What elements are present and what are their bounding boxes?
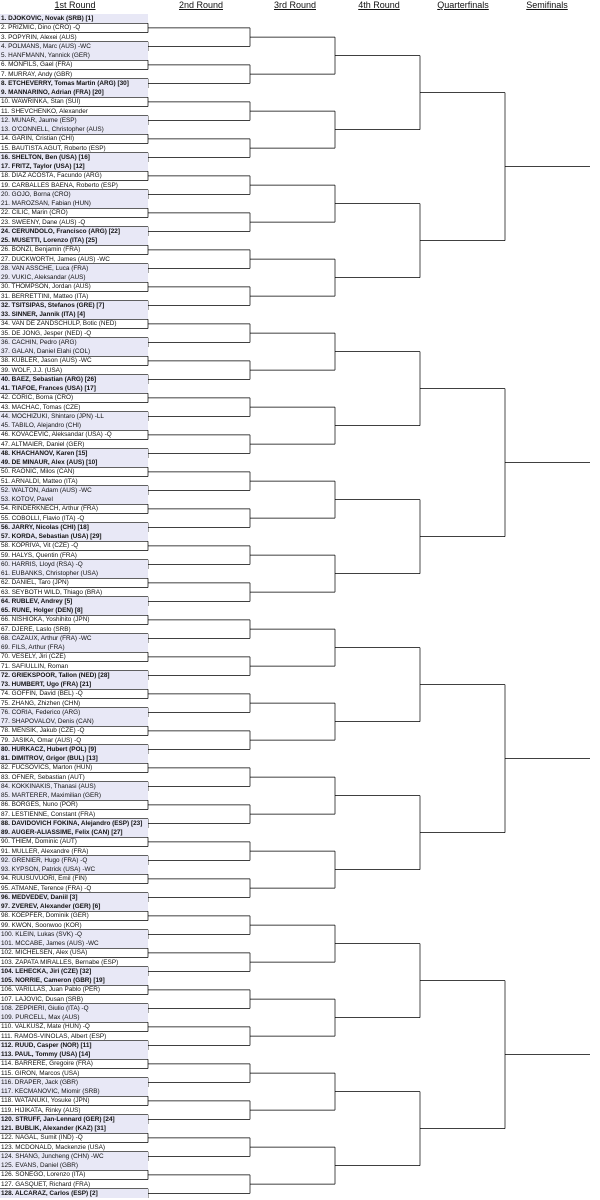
player-row: 114. BARRERE, Gregoire (FRA) <box>1 1060 93 1068</box>
player-row: 36. CACHIN, Pedro (ARG) <box>0 338 148 347</box>
player-row: 62. DANIEL, Taro (JPN) <box>1 579 69 587</box>
player-row: 31. BERRETTINI, Matteo (ITA) <box>1 292 89 300</box>
player-row: 49. DE MINAUR, Alex (AUS) [10] <box>0 458 148 467</box>
player-row: 55. COBOLLI, Flavio (ITA) -Q <box>1 514 85 522</box>
player-row: 30. THOMPSON, Jordan (AUS) <box>1 283 91 291</box>
player-row: 60. HARRIS, Lloyd (RSA) -Q <box>0 560 148 569</box>
player-row: 51. ARNALDI, Matteo (ITA) <box>1 477 78 485</box>
player-row: 16. SHELTON, Ben (USA) [16] <box>0 153 148 162</box>
player-row: 101. MCCABE, James (AUS) -WC <box>0 939 148 948</box>
player-row: 18. DIAZ ACOSTA, Facundo (ARG) <box>1 172 102 180</box>
player-row: 59. HALYS, Quentin (FRA) <box>1 551 77 559</box>
player-row: 19. CARBALLES BAENA, Roberto (ESP) <box>1 181 118 189</box>
player-row: 98. KOEPFER, Dominik (GER) <box>1 912 89 920</box>
player-row: 64. RUBLEV, Andrey [5] <box>0 597 148 606</box>
player-row: 7. MURRAY, Andy (GBR) <box>1 70 73 78</box>
player-row: 28. VAN ASSCHE, Luca (FRA) <box>0 264 148 273</box>
player-row: 81. DIMITROV, Grigor (BUL) [13] <box>0 754 148 763</box>
player-row: 89. AUGER-ALIASSIME, Felix (CAN) [27] <box>0 828 148 837</box>
player-row: 74. GOFFIN, David (BEL) -Q <box>1 690 83 698</box>
player-row: 115. GIRON, Marcos (USA) <box>1 1069 80 1077</box>
player-row: 57. KORDA, Sebastian (USA) [29] <box>0 532 148 541</box>
player-row: 52. WALTON, Adam (AUS) -WC <box>0 486 148 495</box>
player-row: 77. SHAPOVALOV, Denis (CAN) <box>0 717 148 726</box>
player-row: 46. KOVACEVIC, Aleksandar (USA) -Q <box>1 431 112 439</box>
player-row: 58. KOPRIVA, Vit (CZE) -Q <box>1 542 79 550</box>
player-row: 125. EVANS, Daniel (GBR) <box>0 1161 148 1170</box>
player-row: 86. BORGES, Nuno (POR) <box>1 801 78 809</box>
player-row: 91. MULLER, Alexandre (FRA) <box>1 847 89 855</box>
player-row: 78. MENSIK, Jakub (CZE) -Q <box>1 727 85 735</box>
round-label-4: Quarterfinals <box>437 0 489 10</box>
player-row: 2. PRIZMIC, Dino (CRO) -Q <box>1 24 81 32</box>
player-row: 24. CERUNDOLO, Francisco (ARG) [22] <box>0 227 148 236</box>
player-row: 42. CORIC, Borna (CRO) <box>1 394 74 402</box>
player-row: 123. MCDONALD, Mackenzie (USA) <box>1 1143 106 1151</box>
player-row: 29. VUKIC, Aleksandar (AUS) <box>0 273 148 282</box>
player-row: 104. LEHECKA, Jiri (CZE) [32] <box>0 967 148 976</box>
player-row: 43. MACHAC, Tomas (CZE) <box>1 403 81 411</box>
player-row: 67. DJERE, Laslo (SRB) <box>1 625 71 633</box>
player-row: 110. VALKUSZ, Mate (HUN) -Q <box>1 1023 90 1031</box>
player-row: 40. BAEZ, Sebastian (ARG) [26] <box>0 375 148 384</box>
player-row: 50. RAONIC, Milos (CAN) <box>1 468 75 476</box>
tournament-draw <box>0 14 600 1198</box>
player-row: 12. MUNAR, Jaume (ESP) <box>0 116 148 125</box>
player-row: 93. KYPSON, Patrick (USA) -WC <box>0 865 148 874</box>
player-row: 23. SWEENY, Dane (AUS) -Q <box>1 218 86 226</box>
player-row: 72. GRIEKSPOOR, Tallon (NED) [28] <box>0 671 148 680</box>
player-row: 44. MOCHIZUKI, Shintaro (JPN) -LL <box>0 412 148 421</box>
player-row: 68. CAZAUX, Arthur (FRA) -WC <box>0 634 148 643</box>
player-row: 109. PURCELL, Max (AUS) <box>0 1013 148 1022</box>
player-row: 76. CORIA, Federico (ARG) <box>0 708 148 717</box>
player-row: 38. KUBLER, Jason (AUS) -WC <box>1 357 92 365</box>
player-row: 15. BAUTISTA AGUT, Roberto (ESP) <box>1 144 106 152</box>
player-row: 122. NAGAL, Sumit (IND) -Q <box>1 1134 83 1142</box>
player-row: 103. ZAPATA MIRALLES, Bernabe (ESP) <box>1 958 119 966</box>
round-header <box>0 0 600 12</box>
player-row: 119. HIJIKATA, Rinky (AUS) <box>1 1106 81 1114</box>
player-row: 97. ZVEREV, Alexander (GER) [6] <box>0 902 148 911</box>
player-row: 10. WAWRINKA, Stan (SUI) <box>1 98 81 106</box>
player-row: 35. DE JONG, Jesper (NED) -Q <box>1 329 92 337</box>
player-row: 117. KECMANOVIC, Miomir (SRB) <box>0 1087 148 1096</box>
player-row: 61. EUBANKS, Christopher (USA) <box>0 569 148 578</box>
player-row: 80. HURKACZ, Hubert (POL) [9] <box>0 745 148 754</box>
player-row: 21. MAROZSAN, Fabian (HUN) <box>0 199 148 208</box>
player-row: 84. KOKKINAKIS, Thanasi (AUS) <box>0 782 148 791</box>
round-label-5: Semifinals <box>526 0 568 10</box>
player-row: 13. O'CONNELL, Christopher (AUS) <box>0 125 148 134</box>
player-row: 17. FRITZ, Taylor (USA) [12] <box>0 162 148 171</box>
player-row: 108. ZEPPIERI, Giulio (ITA) -Q <box>0 1004 148 1013</box>
player-row: 120. STRUFF, Jan-Lennard (GER) [24] <box>0 1115 148 1124</box>
player-row: 47. ALTMAIER, Daniel (GER) <box>1 440 85 448</box>
player-row: 3. POPYRIN, Alexei (AUS) <box>1 33 77 41</box>
player-row: 45. TABILO, Alejandro (CHI) <box>0 421 148 430</box>
player-row: 4. POLMANS, Marc (AUS) -WC <box>0 42 148 51</box>
player-row: 20. GOJO, Borna (CRO) <box>0 190 148 199</box>
player-row: 92. GRENIER, Hugo (FRA) -Q <box>0 856 148 865</box>
round-label-3: 4th Round <box>358 0 400 10</box>
player-row: 53. KOTOV, Pavel <box>0 495 148 504</box>
player-row: 111. RAMOS-VINOLAS, Albert (ESP) <box>1 1032 107 1040</box>
player-row: 6. MONFILS, Gael (FRA) <box>1 61 73 69</box>
player-row: 41. TIAFOE, Frances (USA) [17] <box>0 384 148 393</box>
player-row: 37. GALAN, Daniel Elahi (COL) <box>0 347 148 356</box>
player-row: 112. RUUD, Casper (NOR) [11] <box>0 1041 148 1050</box>
player-row: 107. LAJOVIC, Dusan (SRB) <box>1 995 84 1003</box>
player-row: 27. DUCKWORTH, James (AUS) -WC <box>1 255 110 263</box>
player-row: 26. BONZI, Benjamin (FRA) <box>1 246 81 254</box>
player-row: 8. ETCHEVERRY, Tomas Martin (ARG) [30] <box>0 79 148 88</box>
player-row: 48. KHACHANOV, Karen [15] <box>0 449 148 458</box>
player-row: 56. JARRY, Nicolas (CHI) [18] <box>0 523 148 532</box>
round-label-2: 3rd Round <box>273 0 317 10</box>
player-row: 126. SONEGO, Lorenzo (ITA) <box>1 1171 86 1179</box>
player-row: 90. THIEM, Dominic (AUT) <box>1 838 77 846</box>
player-row: 96. MEDVEDEV, Daniil [3] <box>0 893 148 902</box>
player-row: 79. JASIKA, Omar (AUS) -Q <box>1 736 82 744</box>
player-row: 100. KLEIN, Lukas (SVK) -Q <box>0 930 148 939</box>
player-row: 102. MICHELSEN, Alex (USA) <box>1 949 88 957</box>
player-row: 75. ZHANG, Zhizhen (CHN) <box>1 699 81 707</box>
player-row: 95. ATMANE, Terence (FRA) -Q <box>1 884 92 892</box>
player-row: 99. KWON, Soonwoo (KOR) <box>1 921 82 929</box>
player-row: 9. MANNARINO, Adrian (FRA) [20] <box>0 88 148 97</box>
player-row: 69. FILS, Arthur (FRA) <box>0 643 148 652</box>
player-row: 128. ALCARAZ, Carlos (ESP) [2] <box>0 1189 148 1198</box>
player-row: 34. VAN DE ZANDSCHULP, Botic (NED) <box>1 320 117 328</box>
player-row: 66. NISHIOKA, Yoshihito (JPN) <box>1 616 90 624</box>
round-label-0: 1st Round <box>54 0 96 10</box>
player-row: 54. RINDERKNECH, Arthur (FRA) <box>1 505 98 513</box>
player-row: 25. MUSETTI, Lorenzo (ITA) [25] <box>0 236 148 245</box>
player-row: 71. SAFIULLIN, Roman <box>1 662 69 670</box>
player-row: 113. PAUL, Tommy (USA) [14] <box>0 1050 148 1059</box>
player-row: 116. DRAPER, Jack (GBR) <box>0 1078 148 1087</box>
player-row: 14. GARIN, Cristian (CHI) <box>1 135 75 143</box>
player-row: 85. MARTERER, Maximilian (GER) <box>0 791 148 800</box>
player-row: 87. LESTIENNE, Constant (FRA) <box>1 810 96 818</box>
player-row: 118. WATANUKI, Yosuke (JPN) <box>1 1097 90 1105</box>
player-row: 82. FUCSOVICS, Marton (HUN) <box>1 764 93 772</box>
player-row: 127. GASQUET, Richard (FRA) <box>1 1180 91 1188</box>
player-row: 73. HUMBERT, Ugo (FRA) [21] <box>0 680 148 689</box>
player-row: 121. BUBLIK, Alexander (KAZ) [31] <box>0 1124 148 1133</box>
player-row: 33. SINNER, Jannik (ITA) [4] <box>0 310 148 319</box>
player-row: 94. RUUSUVUORI, Emil (FIN) <box>1 875 87 883</box>
player-row: 105. NORRIE, Cameron (GBR) [19] <box>0 976 148 985</box>
player-row: 1. DJOKOVIC, Novak (SRB) [1] <box>0 14 148 23</box>
player-row: 83. OFNER, Sebastian (AUT) <box>1 773 85 781</box>
player-row: 70. VESELY, Jiri (CZE) <box>1 653 66 661</box>
player-row: 88. DAVIDOVICH FOKINA, Alejandro (ESP) [23] <box>0 819 148 828</box>
player-row: 32. TSITSIPAS, Stefanos (GRE) [7] <box>0 301 148 310</box>
player-row: 124. SHANG, Juncheng (CHN) -WC <box>0 1152 148 1161</box>
round-label-1: 2nd Round <box>178 0 224 10</box>
player-row: 106. VARILLAS, Juan Pablo (PER) <box>1 986 100 994</box>
player-row: 5. HANFMANN, Yannick (GER) <box>0 51 148 60</box>
player-row: 63. SEYBOTH WILD, Thiago (BRA) <box>1 588 103 596</box>
player-row: 11. SHEVCHENKO, Alexander <box>1 107 88 115</box>
player-row: 65. RUNE, Holger (DEN) [8] <box>0 606 148 615</box>
player-row: 39. WOLF, J.J. (USA) <box>1 366 63 374</box>
player-row: 22. CILIC, Marin (CRO) <box>1 209 68 217</box>
